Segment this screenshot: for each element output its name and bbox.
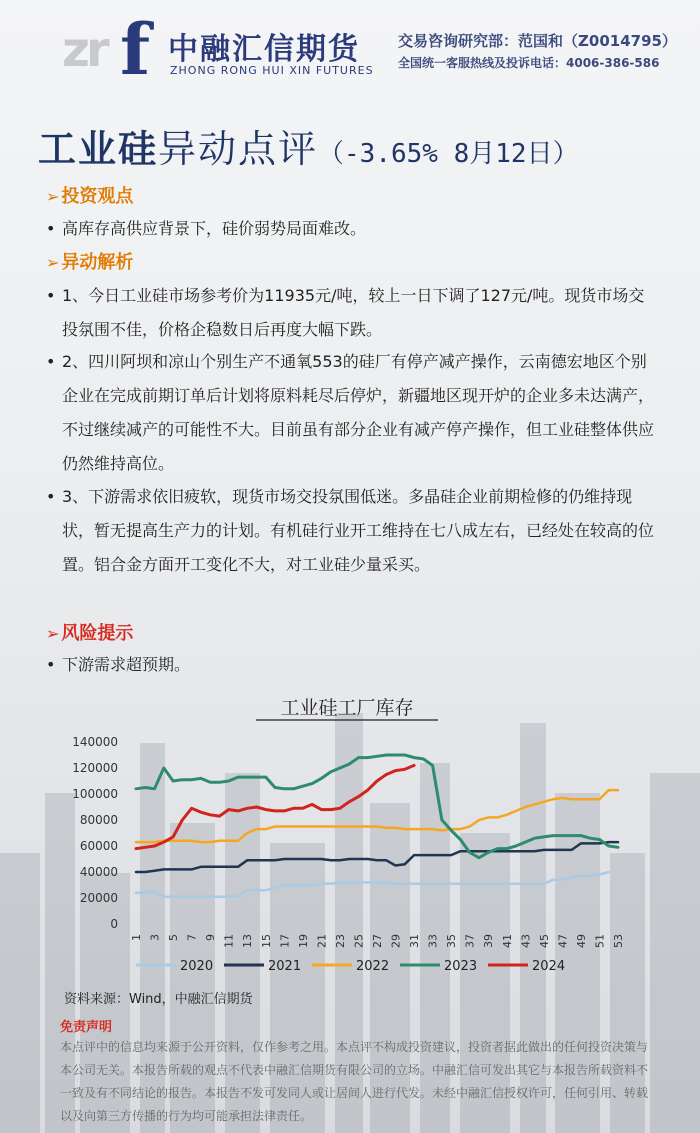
inventory-chart-svg: [56, 682, 638, 982]
x-tick-label: 17: [278, 934, 292, 948]
x-tick-label: 21: [315, 934, 329, 948]
x-tick-label: 3: [148, 934, 162, 941]
arrow-icon: ➢: [46, 187, 60, 206]
y-tick-label: 100000: [72, 787, 118, 801]
arrow-icon: ➢: [46, 624, 60, 643]
section-heading-risk: ➢ 风险提示: [46, 623, 134, 644]
x-tick-label: 5: [167, 934, 181, 941]
x-tick-label: 23: [333, 934, 347, 948]
x-tick-label: 43: [519, 934, 533, 948]
x-tick-label: 19: [296, 934, 310, 948]
x-tick-label: 33: [426, 934, 440, 948]
y-tick-label: 60000: [79, 839, 118, 853]
analysis-text-2: 2、四川阿坝和凉山个别生产不通氧553的硅厂有停产减产操作，云南德宏地区个别企业在完成前期订单后计划将原料耗尽后停炉，新疆地区现开炉的企业多未达满产，不过继续减产的可能性不大。目前虽有部分企业有减产停产操作，但工业硅整体供应仍然维持高位。: [62, 352, 655, 473]
analysis-text-3: 3、下游需求依旧疲软，现货市场交投氛围低迷。多晶硅企业前期检修的仍维持现状，暂无提高生产力的计划。有机硅行业开工维持在七八成左右，已经处在较高的位置。铝合金方面开工变化不大，对工业硅少量采买。: [62, 487, 655, 574]
legend-label-2021: 2021: [268, 959, 302, 974]
title-type: 异动点评: [158, 127, 319, 171]
x-tick-label: 29: [389, 934, 403, 948]
disclaimer-title: 免责声明: [60, 1020, 113, 1035]
series-line-2022: [136, 790, 618, 842]
bullet-icon: •: [46, 286, 56, 305]
analysis-text-1: 1、今日工业硅市场参考价为11935元/吨，较上一日下调了127元/吨。现货市场交投氛围不佳，价格企稳数日后再度大幅下跌。: [62, 286, 645, 339]
report-title: [38, 118, 579, 173]
view-paragraph: [46, 212, 658, 246]
x-tick-label: 25: [352, 934, 366, 948]
legend-label-2024: 2024: [532, 959, 566, 974]
x-tick-label: 53: [612, 934, 625, 948]
analysis-point-3: [46, 480, 658, 582]
title-product: 工业硅: [38, 127, 159, 171]
x-tick-label: 1: [130, 934, 143, 941]
x-tick-label: 27: [371, 934, 384, 948]
y-tick-label: 20000: [79, 891, 118, 905]
x-tick-label: 41: [500, 934, 514, 948]
brand-name-cn: 中融汇信期货: [168, 32, 360, 67]
bullet-icon: •: [46, 219, 56, 238]
brand-name-en: ZHONG RONG HUI XIN FUTURES: [170, 64, 374, 77]
series-line-2020: [136, 872, 609, 897]
bullet-icon: •: [46, 487, 56, 506]
inventory-chart: [56, 682, 638, 982]
legend-label-2023: 2023: [444, 959, 478, 974]
report-header: [0, 0, 700, 100]
x-tick-label: 47: [556, 934, 570, 948]
analyst-contact: 交易咨询研究部：范国和（Z0014795）: [398, 32, 677, 50]
x-tick-label: 7: [185, 934, 199, 941]
bullet-icon: •: [46, 352, 56, 371]
x-tick-label: 51: [593, 934, 607, 948]
company-logo-mark: f: [120, 8, 151, 91]
x-tick-label: 11: [222, 934, 236, 948]
x-tick-label: 39: [482, 934, 496, 948]
company-logo-letters: zr: [62, 22, 106, 78]
data-source: 资料来源：Wind，中融汇信期货: [64, 992, 253, 1007]
series-line-2021: [136, 842, 618, 872]
analysis-point-1: [46, 279, 658, 347]
analysis-point-2: [46, 345, 658, 481]
y-tick-label: 0: [110, 917, 118, 931]
hotline-contact: 全国统一客服热线及投诉电话：4006-386-586: [398, 56, 660, 70]
title-change-date: （-3.65% 8月12日）: [318, 139, 579, 169]
x-tick-label: 49: [574, 934, 588, 948]
legend-label-2020: 2020: [180, 959, 214, 974]
x-tick-label: 35: [445, 934, 459, 948]
x-tick-label: 13: [241, 934, 255, 948]
x-tick-label: 15: [259, 934, 273, 948]
y-tick-label: 120000: [72, 761, 118, 775]
disclaimer-text: 本点评中的信息均来源于公开资料，仅作参考之用。本点评不构成投资建议，投资者据此做出的任何投资决策与本公司无关。本报告所载的观点不代表中融汇信期货有限公司的立场。中融汇信可发出其它与本报告所载资料不一致及有不同结论的报告。本报告不发可发同人或让居间人进行代发。未经中融汇信授权许可，任何引用、转载以及向第三方传播的行为均可能承担法律责任。: [60, 1040, 649, 1123]
legend-label-2022: 2022: [356, 959, 390, 974]
section-heading-analysis: ➢ 异动解析: [46, 252, 134, 273]
x-tick-label: 37: [463, 934, 477, 948]
chart-title: 工业硅工厂库存: [280, 697, 414, 719]
x-tick-label: 9: [204, 934, 218, 941]
risk-text: 下游需求超预期。: [62, 655, 191, 674]
section-heading-view: ➢ 投资观点: [46, 186, 134, 207]
arrow-icon: ➢: [46, 253, 60, 272]
risk-paragraph: [46, 648, 658, 682]
x-tick-label: 31: [408, 934, 422, 948]
series-line-2024: [136, 765, 414, 848]
y-tick-label: 40000: [79, 865, 118, 879]
y-tick-label: 140000: [72, 735, 118, 749]
view-text: 高库存高供应背景下，硅价弱势局面难改。: [62, 219, 367, 238]
y-tick-label: 80000: [79, 813, 118, 827]
bullet-icon: •: [46, 655, 56, 674]
x-tick-label: 45: [537, 934, 551, 948]
